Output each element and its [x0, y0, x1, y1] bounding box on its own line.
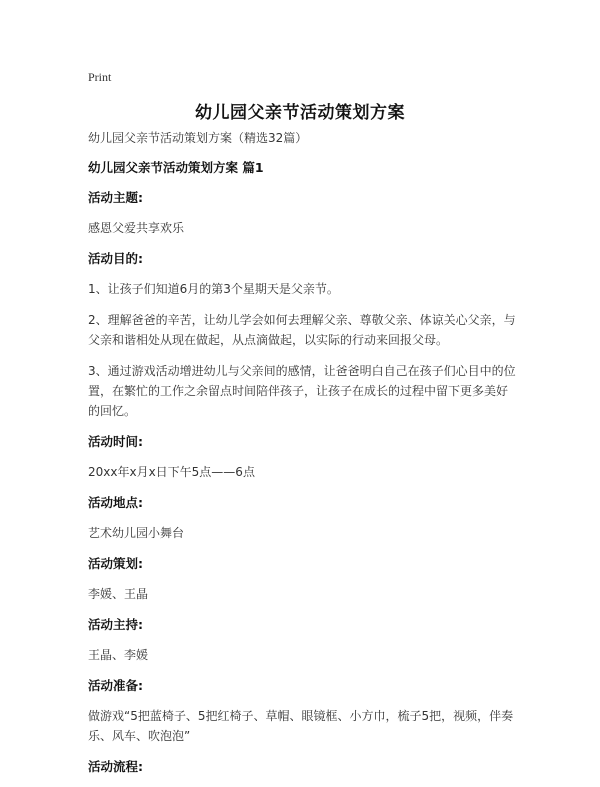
goal-heading: 活动目的: [88, 251, 143, 266]
host-heading: 活动主持: [88, 617, 143, 632]
document-body [88, 128, 516, 787]
prep-text: 做游戏“5把蓝椅子、5把红椅子、草帽、眼镜框、小方巾，梳子5把，视频，伴奏乐、风车、吹泡泡” [88, 709, 514, 743]
theme-heading: 活动主题: [88, 190, 143, 205]
prep-heading: 活动准备: [88, 678, 143, 693]
goal-item: 3、通过游戏活动增进幼儿与父亲间的感情，让爸爸明白自己在孩子们心目中的位置，在繁忙的工作之余留点时间陪伴孩子，让孩子在成长的过程中留下更多美好的回忆。 [88, 364, 516, 418]
place-heading: 活动地点: [88, 495, 143, 510]
time-heading: 活动时间: [88, 434, 143, 449]
document-title: 幼儿园父亲节活动策划方案 [195, 103, 405, 123]
planner-heading: 活动策划: [88, 556, 143, 571]
planner-text: 李媛、王晶 [88, 587, 149, 601]
print-label: Print [88, 70, 112, 84]
host-text: 王晶、李媛 [88, 648, 149, 662]
goal-item: 1、让孩子们知道6月的第3个星期天是父亲节。 [88, 282, 339, 296]
document-subtitle: 幼儿园父亲节活动策划方案（精选32篇） [88, 131, 308, 145]
place-text: 艺术幼儿园小舞台 [88, 526, 185, 540]
time-text: 20xx年x月x日下午5点——6点 [88, 465, 255, 479]
section-title: 幼儿园父亲节活动策划方案 篇1 [88, 160, 264, 175]
process-heading: 活动流程: [88, 759, 143, 774]
theme-text: 感恩父爱共享欢乐 [88, 221, 185, 235]
goal-item: 2、理解爸爸的辛苦，让幼儿学会如何去理解父亲、尊敬父亲、体谅关心父亲，与父亲和谐相处从现在做起，从点滴做起，以实际的行动来回报父母。 [88, 313, 516, 347]
